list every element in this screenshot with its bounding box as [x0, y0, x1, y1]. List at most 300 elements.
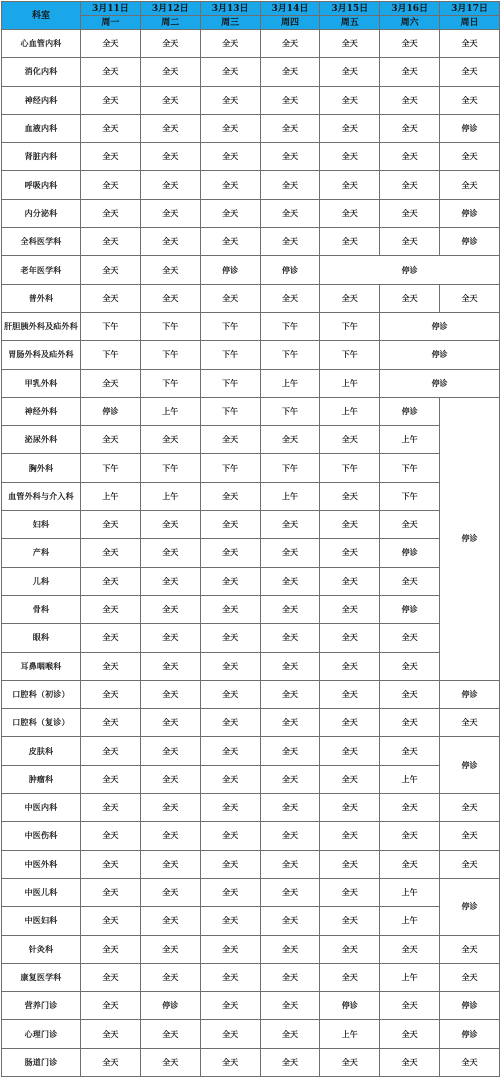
date-header: 3月14日 — [260, 2, 320, 16]
schedule-cell: 上午 — [81, 482, 141, 510]
schedule-cell: 停诊 — [440, 737, 500, 794]
schedule-cell: 全天 — [200, 143, 260, 171]
schedule-cell: 全天 — [200, 1048, 260, 1076]
dept-name: 神经内科 — [2, 86, 81, 114]
schedule-cell: 全天 — [81, 511, 141, 539]
schedule-cell: 全天 — [200, 58, 260, 86]
schedule-cell: 下午 — [81, 312, 141, 340]
schedule-cell: 全天 — [140, 58, 200, 86]
dept-name: 老年医学科 — [2, 256, 81, 284]
schedule-cell: 停诊 — [320, 992, 380, 1020]
schedule-cell: 全天 — [320, 171, 380, 199]
schedule-cell: 全天 — [380, 284, 440, 312]
schedule-cell: 全天 — [320, 539, 380, 567]
schedule-cell: 停诊 — [440, 992, 500, 1020]
schedule-cell: 全天 — [200, 86, 260, 114]
table-row — [2, 199, 500, 227]
schedule-cell: 下午 — [81, 454, 141, 482]
schedule-cell: 全天 — [140, 822, 200, 850]
dept-name: 针灸科 — [2, 935, 81, 963]
schedule-cell: 全天 — [200, 935, 260, 963]
schedule-cell: 下午 — [200, 369, 260, 397]
schedule-cell: 停诊 — [380, 539, 440, 567]
schedule-cell: 全天 — [200, 539, 260, 567]
table-row — [2, 369, 500, 397]
schedule-cell: 全天 — [81, 850, 141, 878]
schedule-cell: 全天 — [81, 963, 141, 991]
schedule-cell: 停诊 — [440, 397, 500, 680]
date-header: 3月16日 — [380, 2, 440, 16]
schedule-cell: 全天 — [380, 171, 440, 199]
schedule-cell: 上午 — [380, 426, 440, 454]
schedule-cell: 全天 — [140, 256, 200, 284]
schedule-cell: 全天 — [260, 680, 320, 708]
schedule-cell: 全天 — [440, 794, 500, 822]
schedule-cell: 全天 — [81, 199, 141, 227]
schedule-cell: 全天 — [200, 30, 260, 58]
schedule-cell: 全天 — [140, 567, 200, 595]
schedule-cell: 全天 — [140, 935, 200, 963]
schedule-cell: 全天 — [81, 284, 141, 312]
schedule-cell: 全天 — [320, 114, 380, 142]
schedule-cell: 全天 — [320, 850, 380, 878]
schedule-cell: 全天 — [260, 624, 320, 652]
table-row — [2, 850, 500, 878]
schedule-cell: 全天 — [260, 765, 320, 793]
dept-name: 康复医学科 — [2, 963, 81, 991]
schedule-cell: 全天 — [380, 1020, 440, 1048]
table-row — [2, 539, 500, 567]
dept-name: 中医内科 — [2, 794, 81, 822]
dept-name: 泌尿外科 — [2, 426, 81, 454]
schedule-cell: 下午 — [140, 369, 200, 397]
table-row — [2, 624, 500, 652]
schedule-cell: 下午 — [260, 454, 320, 482]
schedule-cell: 全天 — [81, 114, 141, 142]
table-row — [2, 143, 500, 171]
table-row — [2, 709, 500, 737]
schedule-cell: 全天 — [81, 171, 141, 199]
schedule-cell: 停诊 — [140, 992, 200, 1020]
schedule-cell: 全天 — [140, 426, 200, 454]
schedule-cell: 全天 — [440, 171, 500, 199]
weekday-header: 周一 — [81, 16, 141, 30]
schedule-cell: 全天 — [320, 737, 380, 765]
table-row — [2, 284, 500, 312]
schedule-cell: 全天 — [380, 86, 440, 114]
schedule-cell: 停诊 — [440, 680, 500, 708]
schedule-cell: 全天 — [260, 878, 320, 906]
schedule-cell: 全天 — [81, 822, 141, 850]
schedule-cell: 上午 — [320, 1020, 380, 1048]
table-row — [2, 765, 500, 793]
schedule-cell: 全天 — [380, 850, 440, 878]
schedule-cell: 上午 — [260, 482, 320, 510]
schedule-cell: 全天 — [200, 794, 260, 822]
schedule-cell: 全天 — [140, 595, 200, 623]
schedule-cell: 全天 — [260, 1048, 320, 1076]
table-row — [2, 171, 500, 199]
table-row — [2, 341, 500, 369]
table-row — [2, 1020, 500, 1048]
schedule-cell: 全天 — [320, 1048, 380, 1076]
schedule-cell: 全天 — [200, 624, 260, 652]
schedule-cell: 全天 — [140, 907, 200, 935]
dept-name: 耳鼻咽喉科 — [2, 652, 81, 680]
table-row — [2, 680, 500, 708]
schedule-cell: 全天 — [320, 680, 380, 708]
dept-name: 口腔科（初诊） — [2, 680, 81, 708]
schedule-cell: 全天 — [260, 822, 320, 850]
schedule-cell: 全天 — [200, 482, 260, 510]
schedule-body — [2, 30, 500, 1077]
schedule-cell: 全天 — [260, 171, 320, 199]
schedule-cell: 全天 — [260, 963, 320, 991]
weekday-header: 周三 — [200, 16, 260, 30]
schedule-cell: 全天 — [140, 199, 200, 227]
schedule-cell: 全天 — [380, 935, 440, 963]
schedule-cell: 停诊 — [440, 228, 500, 256]
schedule-cell: 全天 — [260, 30, 320, 58]
schedule-cell: 全天 — [81, 256, 141, 284]
schedule-cell: 全天 — [81, 1048, 141, 1076]
schedule-cell: 下午 — [260, 397, 320, 425]
schedule-cell: 全天 — [140, 511, 200, 539]
date-row — [2, 2, 500, 16]
schedule-cell: 全天 — [260, 935, 320, 963]
schedule-cell: 全天 — [81, 1020, 141, 1048]
schedule-cell: 全天 — [140, 1048, 200, 1076]
schedule-cell: 全天 — [140, 143, 200, 171]
schedule-cell: 全天 — [140, 539, 200, 567]
schedule-cell: 全天 — [320, 30, 380, 58]
dept-name: 皮肤科 — [2, 737, 81, 765]
dept-name: 中医儿科 — [2, 878, 81, 906]
schedule-cell: 全天 — [320, 199, 380, 227]
schedule-cell: 全天 — [140, 652, 200, 680]
schedule-cell: 下午 — [200, 312, 260, 340]
schedule-cell: 全天 — [81, 30, 141, 58]
dept-name: 妇科 — [2, 511, 81, 539]
schedule-cell: 停诊 — [440, 1020, 500, 1048]
schedule-cell: 全天 — [200, 822, 260, 850]
table-row — [2, 595, 500, 623]
schedule-cell: 全天 — [140, 963, 200, 991]
schedule-cell: 全天 — [320, 426, 380, 454]
schedule-cell: 上午 — [320, 397, 380, 425]
schedule-cell: 全天 — [380, 624, 440, 652]
schedule-cell: 全天 — [320, 482, 380, 510]
schedule-cell: 全天 — [81, 935, 141, 963]
schedule-cell: 全天 — [440, 143, 500, 171]
schedule-cell: 全天 — [260, 907, 320, 935]
schedule-cell: 全天 — [81, 624, 141, 652]
schedule-cell: 上午 — [380, 907, 440, 935]
schedule-cell: 全天 — [320, 567, 380, 595]
schedule-cell: 全天 — [200, 907, 260, 935]
schedule-cell: 全天 — [320, 511, 380, 539]
schedule-cell: 全天 — [320, 228, 380, 256]
schedule-cell: 全天 — [320, 709, 380, 737]
dept-name: 内分泌科 — [2, 199, 81, 227]
schedule-cell: 全天 — [81, 539, 141, 567]
schedule-cell: 全天 — [140, 228, 200, 256]
schedule-cell: 停诊 — [320, 256, 500, 284]
schedule-cell: 全天 — [200, 595, 260, 623]
schedule-cell: 全天 — [81, 426, 141, 454]
schedule-cell: 全天 — [320, 58, 380, 86]
schedule-cell: 全天 — [440, 935, 500, 963]
dept-name: 口腔科（复诊） — [2, 709, 81, 737]
schedule-cell: 全天 — [81, 652, 141, 680]
table-row — [2, 963, 500, 991]
schedule-cell: 下午 — [200, 397, 260, 425]
schedule-cell: 全天 — [380, 114, 440, 142]
date-header: 3月11日 — [81, 2, 141, 16]
schedule-cell: 全天 — [200, 1020, 260, 1048]
schedule-cell: 全天 — [140, 114, 200, 142]
schedule-cell: 全天 — [140, 737, 200, 765]
schedule-cell: 全天 — [140, 794, 200, 822]
schedule-cell: 全天 — [440, 30, 500, 58]
schedule-cell: 全天 — [81, 794, 141, 822]
schedule-cell: 上午 — [380, 963, 440, 991]
schedule-cell: 全天 — [320, 595, 380, 623]
schedule-cell: 下午 — [140, 312, 200, 340]
schedule-cell: 全天 — [260, 199, 320, 227]
schedule-cell: 上午 — [140, 397, 200, 425]
table-row — [2, 511, 500, 539]
schedule-cell: 全天 — [380, 567, 440, 595]
dept-name: 眼科 — [2, 624, 81, 652]
table-row — [2, 1048, 500, 1076]
table-row — [2, 794, 500, 822]
schedule-cell: 全天 — [440, 1048, 500, 1076]
schedule-cell: 下午 — [140, 454, 200, 482]
schedule-cell: 下午 — [380, 454, 440, 482]
schedule-cell: 全天 — [380, 737, 440, 765]
schedule-cell: 停诊 — [260, 256, 320, 284]
weekday-header: 周二 — [140, 16, 200, 30]
table-row — [2, 878, 500, 906]
dept-name: 胃肠外科及疝外科 — [2, 341, 81, 369]
dept-name: 营养门诊 — [2, 992, 81, 1020]
schedule-cell: 全天 — [380, 143, 440, 171]
schedule-cell: 全天 — [81, 58, 141, 86]
schedule-cell: 全天 — [200, 114, 260, 142]
schedule-cell: 全天 — [140, 284, 200, 312]
schedule-cell: 停诊 — [380, 341, 500, 369]
dept-name: 血管外科与介入科 — [2, 482, 81, 510]
schedule-cell: 上午 — [320, 369, 380, 397]
schedule-cell: 全天 — [140, 1020, 200, 1048]
schedule-cell: 全天 — [81, 709, 141, 737]
schedule-cell: 全天 — [440, 850, 500, 878]
dept-column-header: 科室 — [2, 2, 81, 30]
schedule-cell: 全天 — [320, 907, 380, 935]
schedule-cell: 全天 — [320, 794, 380, 822]
schedule-cell: 停诊 — [380, 312, 500, 340]
schedule-cell: 全天 — [140, 850, 200, 878]
dept-name: 胸外科 — [2, 454, 81, 482]
weekday-header: 周四 — [260, 16, 320, 30]
schedule-cell: 全天 — [140, 709, 200, 737]
schedule-cell: 全天 — [260, 284, 320, 312]
schedule-cell: 全天 — [200, 709, 260, 737]
table-row — [2, 58, 500, 86]
dept-name: 普外科 — [2, 284, 81, 312]
table-row — [2, 482, 500, 510]
schedule-cell: 全天 — [320, 86, 380, 114]
schedule-cell: 全天 — [440, 86, 500, 114]
schedule-cell: 全天 — [380, 794, 440, 822]
schedule-cell: 停诊 — [380, 397, 440, 425]
dept-name: 心理门诊 — [2, 1020, 81, 1048]
schedule-cell: 全天 — [260, 426, 320, 454]
dept-name: 肠道门诊 — [2, 1048, 81, 1076]
schedule-header — [2, 2, 500, 30]
schedule-cell: 全天 — [440, 822, 500, 850]
schedule-cell: 全天 — [260, 567, 320, 595]
schedule-cell: 全天 — [200, 228, 260, 256]
table-row — [2, 737, 500, 765]
schedule-cell: 全天 — [440, 963, 500, 991]
schedule-cell: 全天 — [260, 228, 320, 256]
schedule-cell: 全天 — [380, 822, 440, 850]
schedule-cell: 全天 — [440, 284, 500, 312]
dept-name: 神经外科 — [2, 397, 81, 425]
schedule-cell: 全天 — [260, 511, 320, 539]
schedule-cell: 全天 — [81, 595, 141, 623]
table-row — [2, 256, 500, 284]
schedule-cell: 全天 — [320, 822, 380, 850]
schedule-cell: 全天 — [380, 58, 440, 86]
schedule-cell: 全天 — [200, 680, 260, 708]
schedule-cell: 停诊 — [440, 199, 500, 227]
schedule-cell: 下午 — [320, 454, 380, 482]
schedule-cell: 全天 — [380, 511, 440, 539]
table-row — [2, 86, 500, 114]
schedule-cell: 全天 — [320, 652, 380, 680]
schedule-cell: 下午 — [200, 454, 260, 482]
schedule-cell: 全天 — [380, 30, 440, 58]
schedule-cell: 全天 — [260, 794, 320, 822]
table-row — [2, 822, 500, 850]
dept-name: 呼吸内科 — [2, 171, 81, 199]
schedule-cell: 全天 — [440, 58, 500, 86]
schedule-table — [1, 1, 500, 1077]
schedule-cell: 下午 — [380, 482, 440, 510]
table-row — [2, 397, 500, 425]
schedule-cell: 全天 — [320, 143, 380, 171]
dept-name: 肾脏内科 — [2, 143, 81, 171]
schedule-cell: 全天 — [260, 539, 320, 567]
schedule-cell: 全天 — [81, 878, 141, 906]
table-row — [2, 228, 500, 256]
schedule-cell: 全天 — [260, 709, 320, 737]
dept-name: 中医外科 — [2, 850, 81, 878]
dept-name: 甲乳外科 — [2, 369, 81, 397]
schedule-cell: 全天 — [200, 652, 260, 680]
schedule-cell: 全天 — [200, 850, 260, 878]
schedule-cell: 全天 — [81, 143, 141, 171]
schedule-cell: 下午 — [260, 312, 320, 340]
schedule-cell: 全天 — [260, 992, 320, 1020]
table-row — [2, 935, 500, 963]
schedule-cell: 全天 — [200, 511, 260, 539]
table-row — [2, 312, 500, 340]
schedule-cell: 全天 — [320, 935, 380, 963]
schedule-cell: 全天 — [81, 86, 141, 114]
schedule-cell: 全天 — [260, 652, 320, 680]
date-header: 3月15日 — [320, 2, 380, 16]
schedule-cell: 全天 — [81, 680, 141, 708]
schedule-cell: 上午 — [380, 878, 440, 906]
schedule-cell: 全天 — [81, 907, 141, 935]
dept-name: 血液内科 — [2, 114, 81, 142]
schedule-cell: 停诊 — [380, 595, 440, 623]
date-header: 3月17日 — [440, 2, 500, 16]
schedule-cell: 全天 — [380, 199, 440, 227]
weekday-header: 周日 — [440, 16, 500, 30]
dept-name: 骨科 — [2, 595, 81, 623]
schedule-cell: 全天 — [81, 567, 141, 595]
table-row — [2, 114, 500, 142]
dept-name: 全科医学科 — [2, 228, 81, 256]
schedule-cell: 全天 — [380, 680, 440, 708]
dept-name: 产科 — [2, 539, 81, 567]
weekday-header: 周五 — [320, 16, 380, 30]
table-row — [2, 426, 500, 454]
schedule-cell: 全天 — [320, 765, 380, 793]
schedule-cell: 全天 — [200, 878, 260, 906]
schedule-cell: 停诊 — [380, 369, 500, 397]
schedule-cell: 全天 — [200, 284, 260, 312]
schedule-cell: 停诊 — [440, 878, 500, 935]
schedule-cell: 全天 — [260, 86, 320, 114]
schedule-cell: 下午 — [320, 312, 380, 340]
schedule-cell: 全天 — [81, 765, 141, 793]
schedule-cell: 全天 — [200, 765, 260, 793]
dept-name: 肝胆胰外科及疝外科 — [2, 312, 81, 340]
schedule-cell: 停诊 — [200, 256, 260, 284]
dept-name: 肿瘤科 — [2, 765, 81, 793]
schedule-cell: 全天 — [380, 1048, 440, 1076]
table-row — [2, 30, 500, 58]
dept-name: 儿科 — [2, 567, 81, 595]
schedule-cell: 全天 — [140, 765, 200, 793]
dept-name: 心血管内科 — [2, 30, 81, 58]
schedule-cell: 全天 — [380, 709, 440, 737]
table-row — [2, 907, 500, 935]
schedule-cell: 停诊 — [440, 114, 500, 142]
dept-name: 中医妇科 — [2, 907, 81, 935]
schedule-cell: 全天 — [260, 58, 320, 86]
schedule-cell: 全天 — [380, 228, 440, 256]
schedule-cell: 全天 — [81, 992, 141, 1020]
schedule-cell: 全天 — [200, 963, 260, 991]
table-row — [2, 992, 500, 1020]
schedule-cell: 全天 — [380, 992, 440, 1020]
schedule-cell: 全天 — [140, 680, 200, 708]
schedule-cell: 全天 — [200, 171, 260, 199]
schedule-cell: 下午 — [320, 341, 380, 369]
schedule-cell: 全天 — [140, 30, 200, 58]
schedule-cell: 全天 — [320, 963, 380, 991]
schedule-cell: 全天 — [260, 114, 320, 142]
schedule-cell: 全天 — [320, 284, 380, 312]
schedule-cell: 全天 — [260, 850, 320, 878]
